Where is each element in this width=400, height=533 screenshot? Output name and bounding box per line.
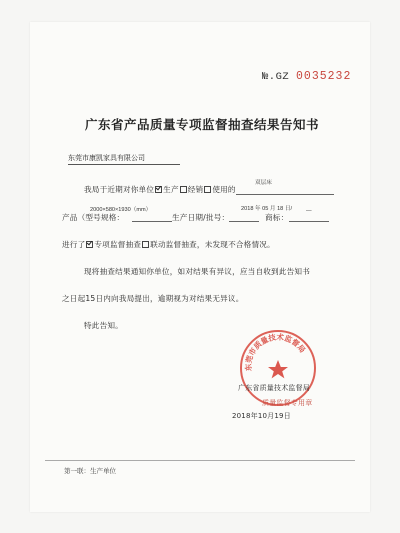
product-name: 双层床 bbox=[255, 180, 272, 186]
date-label: 生产日期/批号： bbox=[172, 213, 230, 222]
signing-date: 2018年10月19日 bbox=[232, 412, 291, 420]
seal-graphic bbox=[240, 330, 316, 406]
special-label: 专项监督抽查 bbox=[94, 240, 142, 249]
serial-prefix: №.GZ bbox=[262, 71, 290, 83]
date-line bbox=[229, 221, 259, 222]
serial-value: 0035232 bbox=[296, 70, 352, 83]
para1-line1 bbox=[84, 184, 236, 195]
para3-line1: 现将抽查结果通知你单位，如对结果有异议，应当自收到此告知书 bbox=[84, 267, 311, 276]
company-name: 东莞市康凯家具有限公司 bbox=[68, 154, 145, 162]
produce-label: 生产 bbox=[163, 185, 179, 194]
serial-number bbox=[262, 70, 372, 83]
seal-ring-text: 东莞市质量技术监督局 bbox=[243, 332, 308, 372]
joint-checkbox bbox=[142, 241, 149, 248]
seal-star-icon bbox=[268, 360, 288, 378]
trademark-value: — bbox=[306, 208, 312, 214]
special-checkbox bbox=[86, 241, 93, 248]
use-checkbox bbox=[204, 186, 211, 193]
date-value: 2018 年 05 月 18 日/ bbox=[241, 206, 292, 212]
product-name-line bbox=[236, 194, 334, 195]
company-underline bbox=[68, 164, 180, 165]
produce-checkbox bbox=[155, 186, 162, 193]
official-seal bbox=[240, 330, 316, 406]
footer-copy-label: 第一联：生产单位 bbox=[64, 467, 116, 475]
model-value: 2000×580×1930（mm） bbox=[90, 207, 152, 213]
document-title: 广东省产品质量专项监督抽查结果告知书 bbox=[84, 117, 319, 132]
para3-line2: 之日起15日内向我局提出，逾期视为对结果无异议。 bbox=[62, 294, 244, 303]
closing-text: 特此告知。 bbox=[84, 321, 123, 330]
model-line bbox=[132, 221, 172, 222]
para1-intro: 我局于近期对你单位 bbox=[84, 185, 155, 194]
signing-org: 广东省质量技术监督局 bbox=[238, 384, 310, 392]
joint-label: 联动监督抽查，未发现不合格情况。 bbox=[150, 240, 275, 249]
para2-line bbox=[62, 239, 275, 250]
model-label: 产品（型号规格： bbox=[62, 213, 125, 222]
sell-checkbox bbox=[180, 186, 187, 193]
trademark-label: 商标： bbox=[265, 213, 289, 222]
para2-intro: 进行了 bbox=[62, 240, 86, 249]
sell-label: 经销 bbox=[187, 185, 204, 194]
trademark-line bbox=[289, 221, 329, 222]
svg-text:东莞市质量技术监督局 bbox=[243, 331, 308, 371]
seal-inner-text: 质量监督专用章 bbox=[262, 399, 313, 407]
use-label: 使用的 bbox=[212, 185, 236, 194]
footer-divider bbox=[45, 460, 355, 461]
